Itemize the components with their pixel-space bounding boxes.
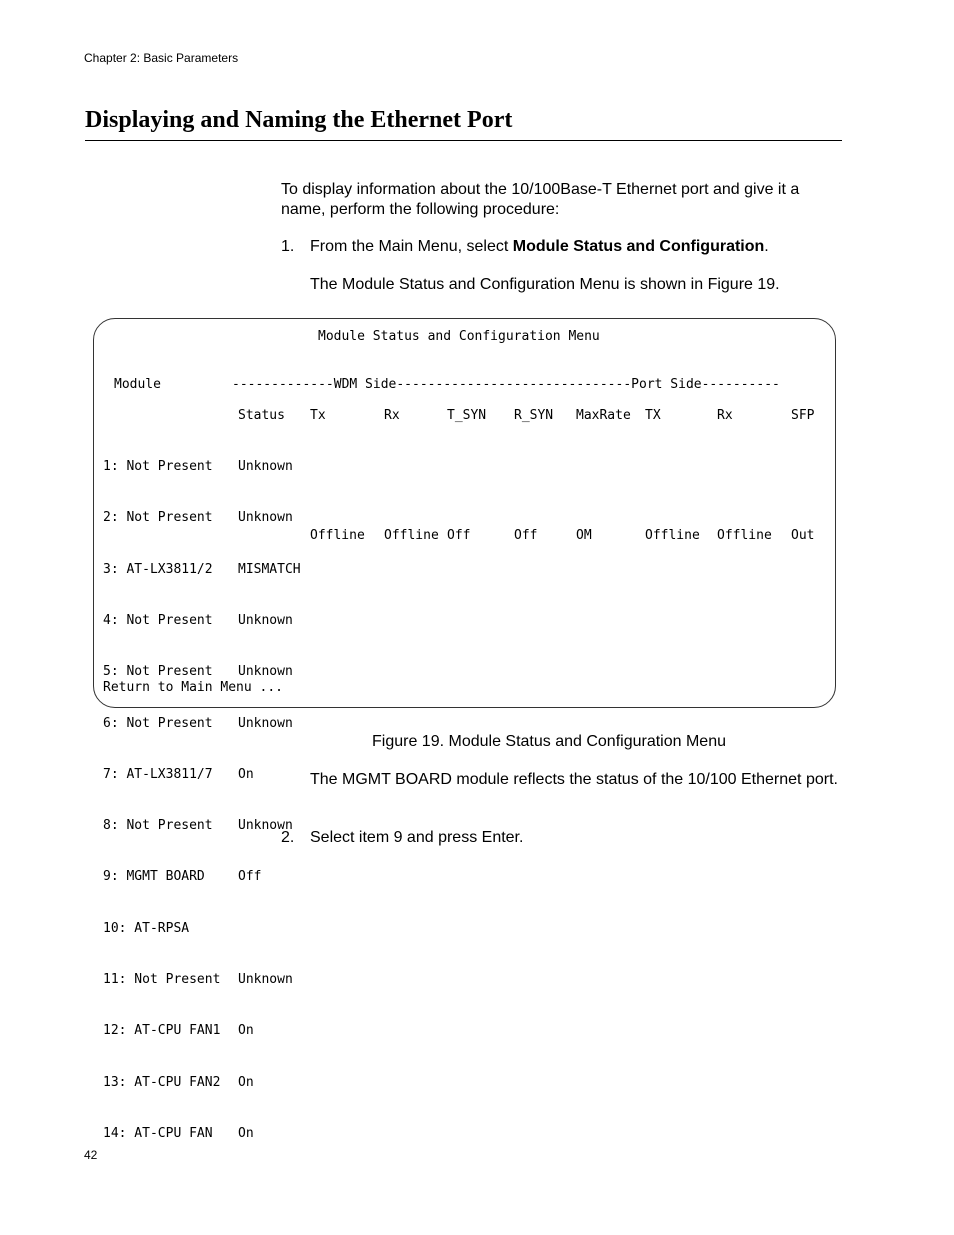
status-cell: Unknown	[238, 510, 293, 526]
step-1-prefix: From the Main Menu, select	[310, 238, 513, 255]
row-7-rx: Offline	[384, 528, 439, 543]
status-cell: On	[238, 1023, 254, 1039]
header-t-syn: T_SYN	[447, 408, 487, 423]
module-column-header: Module	[114, 377, 161, 392]
status-cell: Off	[238, 869, 262, 885]
row-7-tx: Offline	[310, 528, 365, 543]
header-tx: Tx	[310, 408, 326, 423]
header-sfp: SFP	[791, 408, 815, 423]
module-item-8[interactable]: 8: Not Present	[103, 818, 213, 834]
module-item-13[interactable]: 13: AT-CPU FAN2	[103, 1074, 221, 1090]
status-cell: Unknown	[238, 715, 293, 731]
module-item-9[interactable]: 9: MGMT BOARD	[103, 869, 205, 885]
step-1-suffix: .	[764, 238, 769, 255]
header-port-tx: TX	[645, 408, 661, 423]
status-cell: On	[238, 1125, 254, 1141]
step-1-menu-name: Module Status and Configuration	[512, 238, 765, 255]
status-cell: Unknown	[238, 972, 293, 987]
step-1-note: The Module Status and Configuration Menu is shown in Figure 19.	[310, 276, 780, 293]
module-item-4[interactable]: 4: Not Present	[103, 613, 213, 629]
row-7-maxrate: OM	[576, 528, 592, 543]
step-2-number: 2.	[281, 829, 295, 846]
chapter-header: Chapter 2: Basic Parameters	[84, 51, 239, 65]
row-7-r-syn: Off	[514, 528, 538, 543]
header-status: Status	[238, 408, 285, 423]
step-1-number: 1.	[281, 238, 295, 255]
status-cell: On	[238, 766, 254, 782]
status-column	[238, 424, 301, 1159]
module-item-3[interactable]: 3: AT-LX3811/2	[103, 561, 213, 577]
row-7-sfp: Out	[791, 528, 815, 543]
header-r-syn: R_SYN	[514, 408, 554, 423]
header-port-rx: Rx	[717, 408, 733, 423]
intro-paragraph: To display information about the 10/100Base-T Ethernet port and give it a name, perform the following procedure:	[281, 181, 800, 218]
status-cell: On	[238, 1074, 254, 1090]
mgmt-board-note: The MGMT BOARD module reflects the status of the 10/100 Ethernet port.	[310, 771, 838, 788]
row-7-port-tx: Offline	[645, 528, 700, 543]
row-7-t-syn: Off	[447, 528, 471, 543]
module-item-1[interactable]: 1: Not Present	[103, 459, 213, 475]
module-item-11[interactable]: 11: Not Present	[103, 972, 221, 987]
page-number: 42	[84, 1148, 98, 1162]
row-7-port-rx: Offline	[717, 528, 772, 543]
module-item-14[interactable]: 14: AT-CPU FAN	[103, 1125, 213, 1141]
return-to-main-menu[interactable]: Return to Main Menu ...	[103, 680, 284, 695]
step-1-text	[310, 237, 769, 257]
section-title: Displaying and Naming the Ethernet Port	[85, 107, 513, 133]
header-rx: Rx	[384, 408, 400, 423]
header-maxrate: MaxRate	[576, 408, 631, 423]
status-cell	[238, 920, 301, 937]
title-rule	[85, 140, 842, 141]
status-cell: Unknown	[238, 818, 293, 834]
module-item-10[interactable]: 10: AT-RPSA	[103, 920, 190, 936]
step-2-text: Select item 9 and press Enter.	[310, 829, 524, 846]
module-column	[103, 424, 220, 1159]
status-cell: MISMATCH	[238, 561, 301, 577]
status-cell: Unknown	[238, 613, 293, 629]
status-cell: Unknown	[238, 664, 293, 680]
side-header-line: -------------WDM Side------------------------------Port Side----------	[232, 377, 780, 392]
module-item-2[interactable]: 2: Not Present	[103, 510, 213, 526]
screen-title: Module Status and Configuration Menu	[318, 329, 600, 344]
figure-caption: Figure 19. Module Status and Configuration Menu	[372, 733, 726, 750]
module-item-6[interactable]: 6: Not Present	[103, 715, 213, 731]
module-item-12[interactable]: 12: AT-CPU FAN1	[103, 1023, 221, 1039]
module-item-7[interactable]: 7: AT-LX3811/7	[103, 766, 213, 782]
status-cell: Unknown	[238, 459, 293, 475]
module-item-5[interactable]: 5: Not Present	[103, 664, 213, 680]
